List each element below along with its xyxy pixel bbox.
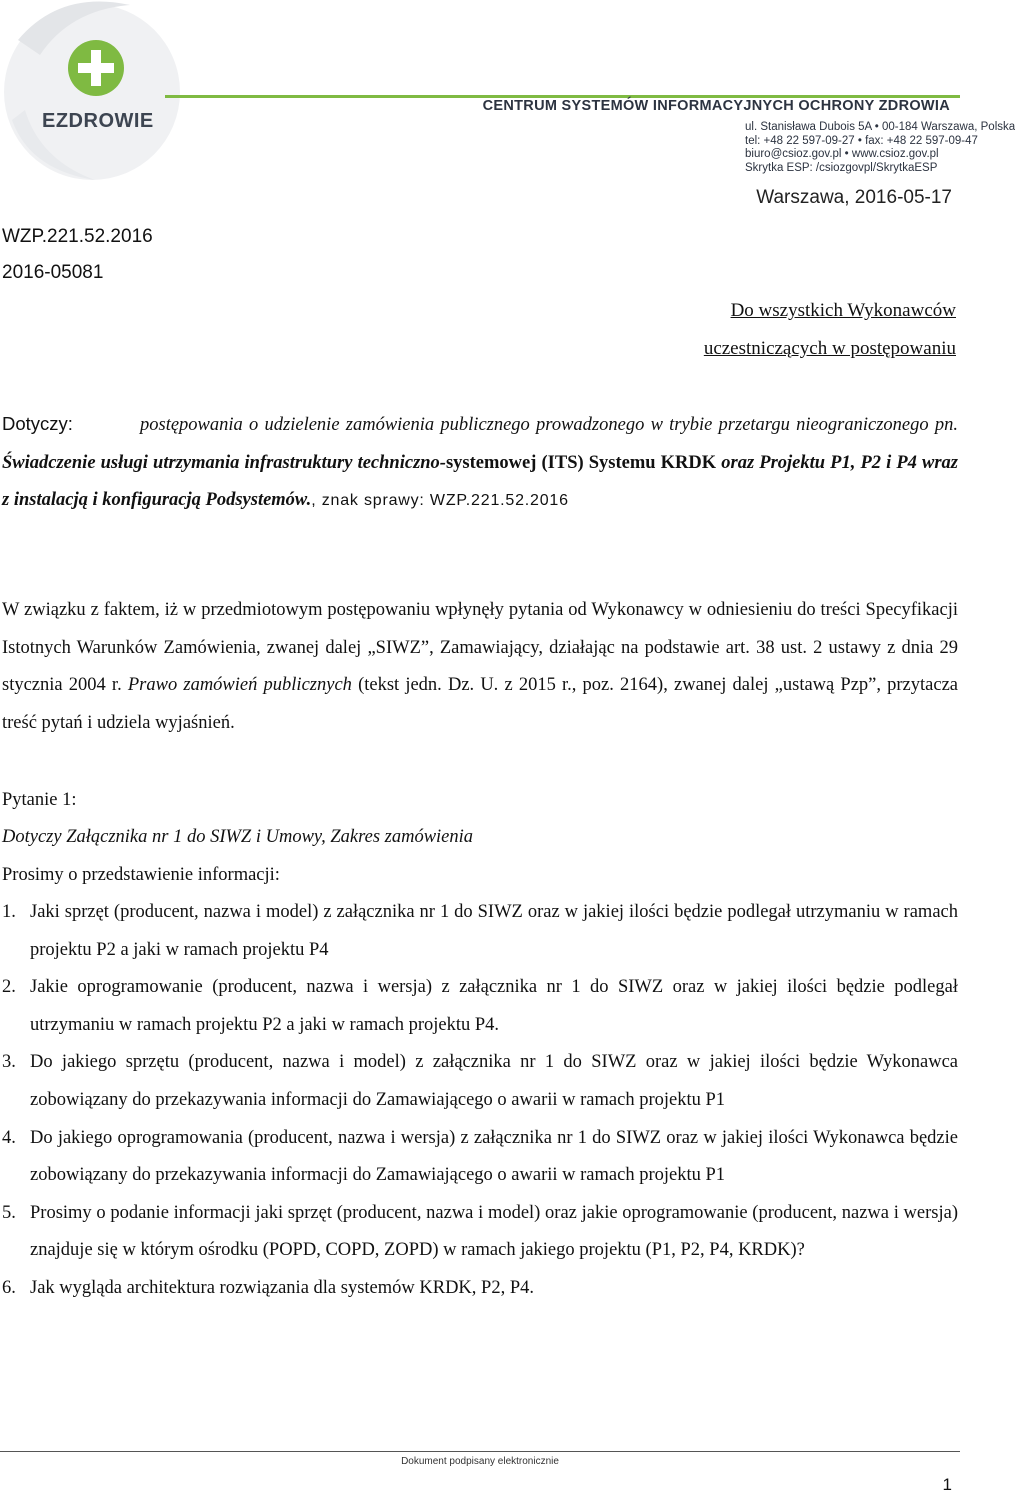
list-item-text: Jakie oprogramowanie (producent, nazwa i wersja) z załącznika nr 1 do SIWZ oraz w jakiej ilości będzie podlegał utrzymaniu w ramach projektu P2 a jaki w ramach projektu P4.: [30, 977, 958, 1035]
subject-title-bold: systemowej (ITS) Systemu KRDK: [445, 452, 717, 473]
list-item-text: Prosimy o podanie informacji jaki sprzęt (producent, nazwa i model) oraz jakie oprogramowanie (producent, nazwa i wersja) znajduje się w którym ośrodku (POPD, COPD, ZOPD) w ramach jakiego projektu (P1, P2, P4, KRDK)?: [30, 1202, 958, 1261]
list-item-number: 1.: [2, 902, 16, 922]
intro-text-end: (tekst jedn. Dz. U. z 2015 r., poz. 2164), zwanej dalej „ustawą Pzp”, przytacza treść pytań i udziela wyjaśnień.: [2, 675, 959, 733]
footer-signature-note: Dokument podpisany elektronicznie: [401, 1456, 559, 1467]
list-item-text: Jaki sprzęt (producent, nazwa i model) z załącznika nr 1 do SIWZ oraz w jakiej ilości będzie podlegał utrzymaniu w ramach projektu P2 a jaki w ramach projektu P4: [30, 902, 958, 960]
list-item-text: Do jakiego sprzętu (producent, nazwa i model) z załącznika nr 1 do SIWZ oraz w jakiej ilości będzie Wykonawca zobowiązany do przekazywania informacji do Zamawiającego o awarii w ramach projektu P1: [30, 1052, 958, 1110]
intro-law-name: Prawo zamówień publicznych: [127, 675, 352, 696]
logo-swoosh-icon: [0, 0, 165, 185]
subject-text: postępowania o udzielenie zamówienia publicznego prowadzonego w trybie przetargu nieograniczonego pn.: [140, 415, 958, 435]
subject-label: Dotyczy:: [2, 413, 73, 434]
subject-title: Świadczenie usługi utrzymania infrastruktury techniczno-: [2, 452, 446, 473]
question-subtitle: Dotyczy Załącznika nr 1 do SIWZ i Umowy, Zakres zamówienia: [2, 827, 474, 847]
list-item-number: 5.: [2, 1202, 16, 1223]
list-item: [2, 894, 958, 969]
document-number: 2016-05081: [2, 262, 104, 283]
subject-case-label: , znak sprawy:: [311, 492, 430, 510]
list-item-number: 4.: [2, 1127, 16, 1148]
list-item-number: 6.: [2, 1277, 16, 1298]
list-item: [2, 969, 958, 1044]
addressee-line-2: uczestniczących w postępowaniu: [703, 338, 956, 359]
list-item-number: 2.: [2, 977, 16, 998]
subject-title-rest: oraz Projektu P1, P2 i P4 wraz z instalacją i konfiguracją Podsystemów.: [2, 452, 958, 511]
addressee-line-1: Do wszystkich Wykonawców: [730, 300, 956, 321]
intro-paragraph: [2, 592, 958, 742]
list-item: [2, 1270, 958, 1308]
list-item: [2, 1044, 958, 1119]
org-name: CENTRUM SYSTEMÓW INFORMACYJNYCH OCHRONY ZDROWIA: [482, 98, 950, 114]
list-item: [2, 1195, 958, 1270]
place-date: Warszawa, 2016-05-17: [756, 187, 952, 208]
contact-esp: Skrytka ESP: /csiozgovpl/SkrytkaESP: [745, 161, 938, 174]
question-title: Pytanie 1:: [2, 790, 77, 810]
question-list: [2, 894, 958, 1308]
list-item: [2, 1120, 958, 1195]
logo-text: EZDROWIE: [42, 110, 154, 132]
intro-text: W związku z faktem, iż w przedmiotowym postępowaniu wpłynęły pytania od Wykonawcy w odniesieniu do treści Specyfikacji Istotnych Warunków Zamówienia, zwanej dalej „SIWZ”, Zamawiający, działając na podstawie art. 38 ust. 2 ustawy z dnia 29 stycznia 2004 r.: [2, 600, 958, 696]
subject-case-number: WZP.221.52.2016: [429, 492, 569, 510]
contact-email: biuro@csioz.gov.pl • www.csioz.gov.pl: [745, 148, 939, 161]
list-item-text: Do jakiego oprogramowania (producent, nazwa i wersja) z załącznika nr 1 do SIWZ oraz w jakiej ilości Wykonawca będzie zobowiązany do przekazywania informacji do Zamawiającego o awarii w ramach projektu P1: [30, 1127, 958, 1186]
org-contact: [745, 121, 1015, 175]
footer-divider: [0, 1451, 960, 1452]
question-ask: Prosimy o przedstawienie informacji:: [2, 865, 280, 885]
list-item-number: 3.: [2, 1052, 16, 1073]
reference-number: WZP.221.52.2016: [2, 226, 153, 247]
subject-paragraph: [2, 405, 958, 520]
list-item-text: Jak wygląda architektura rozwiązania dla systemów KRDK, P2, P4.: [30, 1277, 534, 1298]
page-number: 1: [942, 1475, 952, 1494]
ezdrowie-logo: [0, 0, 165, 185]
contact-address: ul. Stanisława Dubois 5A • 00-184 Warszawa, Polska: [745, 121, 1015, 133]
contact-phone: tel: +48 22 597-09-27 • fax: +48 22 597-09-47: [745, 134, 978, 147]
